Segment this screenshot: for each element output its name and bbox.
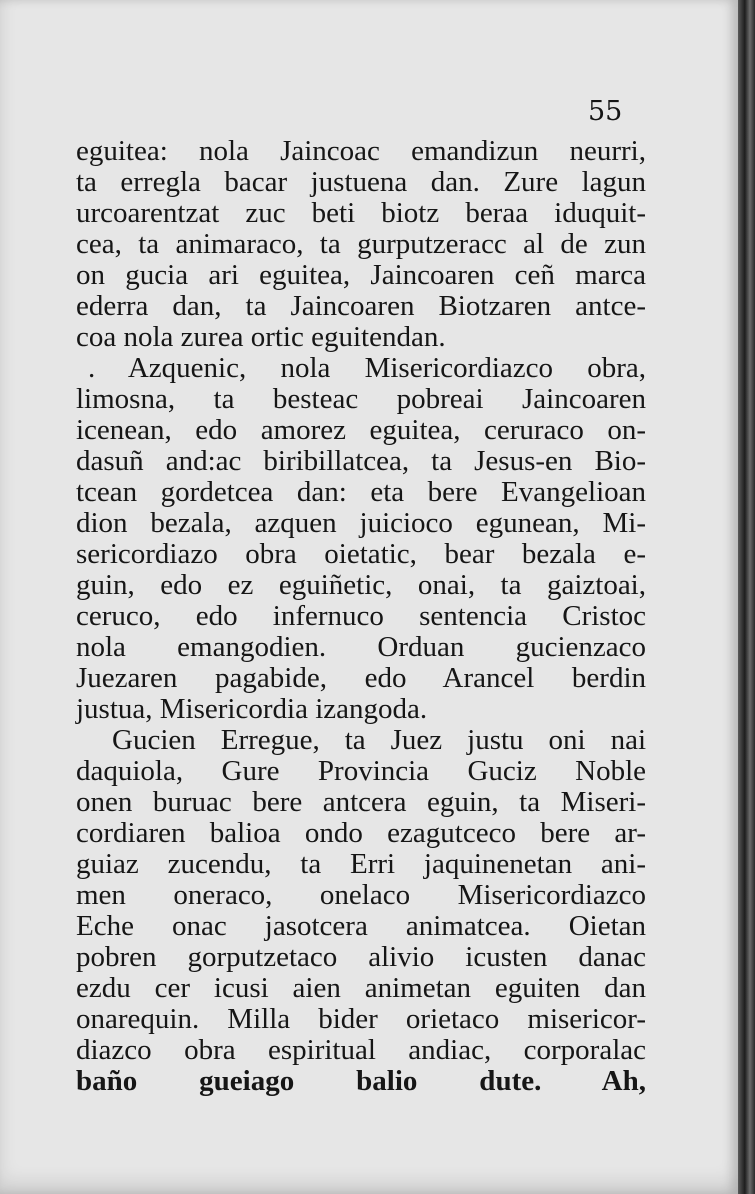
body-text	[76, 136, 646, 1097]
text-line: limosna, ta besteac pobreai Jaincoaren	[76, 383, 646, 415]
text-line: diazco obra espiritual andiac, corporalac	[76, 1034, 646, 1066]
text-line: pobren gorputzetaco alivio icusten danac	[76, 941, 646, 973]
text-line: daquiola, Gure Provincia Guciz Noble	[76, 755, 646, 787]
text-line: cea, ta animaraco, ta gurputzeracc al de zun	[76, 228, 646, 260]
text-line: baño gueiago balio dute. Ah,	[76, 1065, 646, 1097]
text-line: coa nola zurea ortic eguitendan.	[76, 321, 446, 353]
text-line: Eche onac jasotcera animatcea. Oietan	[76, 910, 646, 942]
text-line: onen buruac bere antcera eguin, ta Miseri-	[76, 786, 646, 818]
text-line: guiaz zucendu, ta Erri jaquinenetan ani-	[76, 848, 646, 880]
text-line: on gucia ari eguitea, Jaincoaren ceñ marca	[76, 259, 646, 291]
text-line: guin, edo ez eguiñetic, onai, ta gaiztoai,	[76, 569, 646, 601]
text-line: men oneraco, onelaco Misericordiazco	[76, 879, 646, 911]
text-line: Juezaren pagabide, edo Arancel berdin	[76, 662, 646, 694]
text-line: tcean gordetcea dan: eta bere Evangelioan	[76, 476, 646, 508]
text-line: nola emangodien. Orduan gucienzaco	[76, 631, 646, 663]
text-line: eguitea: nola Jaincoac emandizun neurri,	[76, 135, 646, 167]
text-line: icenean, edo amorez eguitea, ceruraco on-	[76, 414, 646, 446]
text-line: cordiaren balioa ondo ezagutceco bere ar-	[76, 817, 646, 849]
text-line: ta erregla bacar justuena dan. Zure lagun	[76, 166, 646, 198]
text-line: sericordiazo obra oietatic, bear bezala e-	[76, 538, 646, 570]
text-line: . Azquenic, nola Misericordiazco obra,	[88, 352, 646, 384]
text-line: dasuñ and:ac biribillatcea, ta Jesus-en Bio-	[76, 445, 646, 477]
text-line: onarequin. Milla bider orietaco misericor-	[76, 1003, 646, 1035]
text-line: dion bezala, azquen juicioco egunean, Mi-	[76, 507, 646, 539]
text-line: Gucien Erregue, ta Juez justu oni nai	[112, 724, 646, 756]
text-line: ezdu cer icusi aien animetan eguiten dan	[76, 972, 646, 1004]
text-line: urcoarentzat zuc beti biotz beraa iduquit-	[76, 197, 646, 229]
text-line: justua, Misericordia izangoda.	[76, 693, 428, 725]
text-line: ceruco, edo infernuco sentencia Cristoc	[76, 600, 646, 632]
book-binding-edge	[738, 0, 755, 1194]
text-line: ederra dan, ta Jaincoaren Biotzaren antce-	[76, 290, 646, 322]
page-number: 55	[588, 96, 623, 127]
